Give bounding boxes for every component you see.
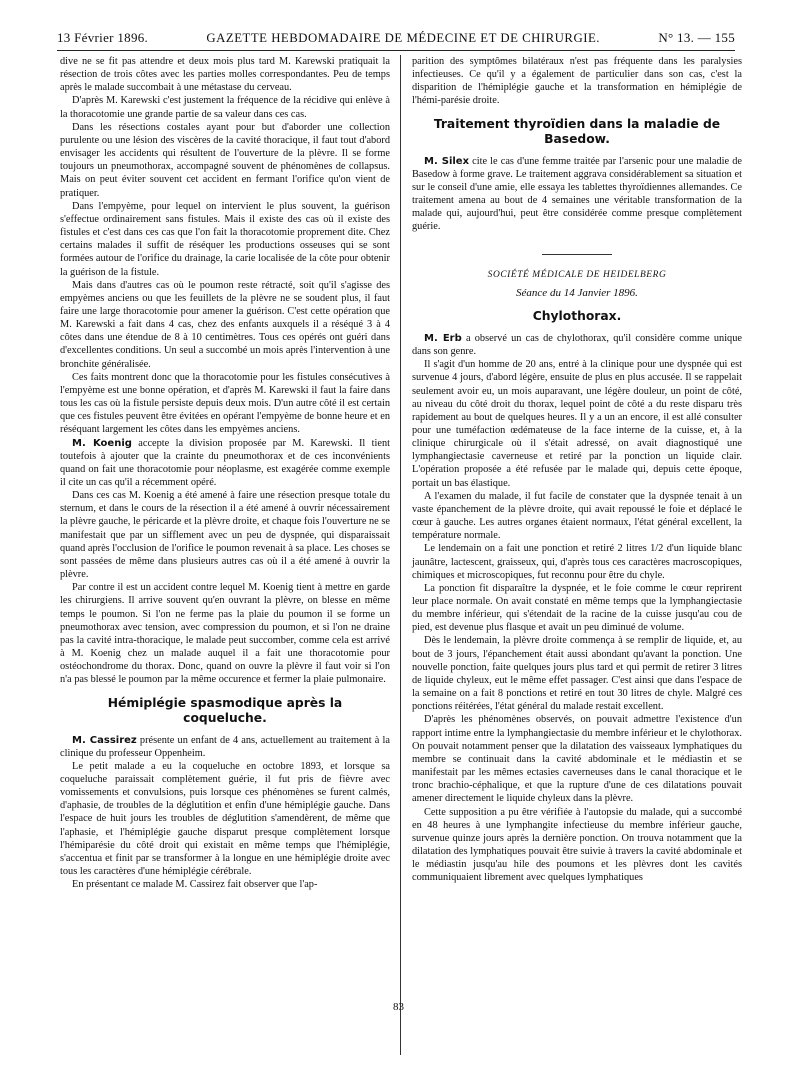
header-rule bbox=[57, 50, 735, 51]
paragraph: Dans l'empyème, pour lequel on intervient le plus souvent, la guérison s'effectue ordinairement sans fistules. Mais il existe des cas où il existe des fistules et c'est dans ces cas que l'on fait la thoracotomie proprement dite. Chez certains malades il suffit de réséquer les productions osseuses qui se sont formées autour de l'orifice du drainage, la carie localisée de la côte pour obtenir la guérison de la fistule. bbox=[60, 200, 390, 278]
section-heading-hemiplegie: Hémiplégie spasmodique après la coqueluche. bbox=[107, 695, 343, 725]
paragraph-text: a observé un cas de chylothorax, qu'il considère comme unique dans son genre. bbox=[412, 332, 742, 358]
paragraph: dive ne se fit pas attendre et deux mois plus tard M. Karewski pratiquait la résection de trois côtes avec les parties molles correspondantes. Peu de temps après le malade succombait à une métastase du cerveau. bbox=[60, 56, 390, 94]
paragraph: La ponction fit disparaître la dyspnée, et le foie comme le cœur reprirent leur place normale. On avait constaté en même temps que la lymphangiectasie du membre inférieur, qui s'étendait de la racine de la cuisse jusqu'au cou de pied, est devenue plus flasque et avait un peu diminué de volume. bbox=[412, 582, 742, 634]
section-separator bbox=[542, 254, 612, 255]
section-heading-thyroid: Traitement thyroïdien dans la maladie de Basedow. bbox=[433, 116, 721, 146]
paragraph: En présentant ce malade M. Cassirez fait observer que l'ap- bbox=[72, 879, 318, 891]
paragraph: Dans les résections costales ayant pour but d'aborder une collection purulente ou une lésion des viscères de la cavité thoracique, il faut tout d'abord envisager les accidents qui résultent de l'ouverture de la plèvre. Il se forme toujours un pneumothorax, accompagné souvent de phénomènes de collapsus. Mais on peut éviter souvent cet accident en fermant l'orifice qu'on vient de pratiquer. bbox=[60, 121, 390, 199]
paragraph: Ces faits montrent donc que la thoracotomie pour les fistules consécutives à l'empyème est une bonne opération, et d'après M. Karewski il faut la faire dans tous les cas où la fistule persiste depuis deux mois. D'un autre côté il est certain que ces fistules peuvent être évitées en opérant l'empyème de bonne heure et en réséquant largement les côtes dans les empyèmes anciens. bbox=[60, 371, 390, 436]
paragraph: Le lendemain on a fait une ponction et retiré 2 litres 1/2 d'un liquide blanc jaunâtre, lactescent, graisseux, qui, d'après tous ces caractères macroscopiques, chimiques et microscopiques, fut reconnu pour être du chyle. bbox=[412, 543, 742, 581]
section-heading-chylothorax: Chylothorax. bbox=[532, 308, 622, 323]
paragraph: Par contre il est un accident contre lequel M. Koenig tient à mettre en garde les chirurgiens. Il arrive souvent qu'en ouvrant la plèvre, on blesse en même temps le poumon. Si l'on ne ferme pas la plaie du poumon il se forme un pneumothorax avec tension, avec compression du poumon, et si l'on ne draine pas la cavité intra-thoracique, le malade peut succomber, comme cela est arrivé à M. Koenig chez un malade auquel il a fait une thoracotomie pour ostéochondrome du thorax. Donc, quand on ouvre la plèvre il faut voir si l'on n'a pas blessé le poumon par la même occurence et fermer la plaie pulmonaire. bbox=[60, 582, 390, 686]
paragraph: Dans ces cas M. Koenig a été amené à faire une résection presque totale du sternum, et dans le cours de la résection il a été amené à ouvrir nécessairement la plèvre gauche, le péricarde et la plèvre droite, et chaque fois l'ouverture ne se manifestait que par un sifflement avec un peu de dyspnée, qui disparaissait quand après l'occlusion de l'orifice le poumon revenait à sa place. Les choses se sont passées de même dans plusieurs autres cas où il a été amené à ouvrir la plèvre. bbox=[60, 490, 391, 581]
author-name: M. Cassirez bbox=[72, 734, 137, 746]
society-name: SOCIÉTÉ MÉDICALE DE HEIDELBERG bbox=[487, 269, 667, 280]
session-date: Séance du 14 Janvier 1896. bbox=[516, 286, 638, 299]
paragraph: Dès le lendemain, la plèvre droite commença à se remplir de liquide, et, au bout de 3 jours, l'épanchement était aussi abondant qu'avant la ponction. Une nouvelle ponction, faite quelques jours plus tard et qui permit de retirer 3 litres de liquide chyleux, eut le même effet passager. C'est ainsi que dans l'espace de la semaine on a fait 8 ponctions et retiré en tout 30 litres de chyle. Malgré ces ponctions réitérées, l'état général du malade restait excellent. bbox=[412, 635, 742, 713]
header-date: 13 Février 1896. bbox=[57, 30, 149, 45]
paragraph bbox=[60, 437, 390, 490]
left-column bbox=[60, 55, 390, 891]
author-name: M. Silex bbox=[424, 155, 470, 167]
paragraph-text: accepte la division proposée par M. Karewski. Il tient toutefois à ajouter que la crainte du pneumothorax et de ces inconvénients quand on fait une thoracotomie pour néoplasme, est exagérée comme exemple il cite un cas qu'il a récemment opéré. bbox=[60, 437, 390, 488]
paragraph-text: cite le cas d'une femme traitée par l'arsenic pour une maladie de Basedow à forme grave. Le traitement aggrava considérablement sa situation et sur le conseil d'une amie, elle essaya les tablettes thyroïdiennes allemandes. Ce traitement amena au bout de 4 semaines une véritable transformation de la malade qui, aujourd'hui, peut être considérée comme presque complètement guérie. bbox=[412, 155, 742, 233]
paragraph bbox=[412, 155, 742, 234]
page-number: 83 bbox=[393, 1001, 404, 1013]
paragraph: Cette supposition a pu être vérifiée à l'autopsie du malade, qui a succombé en 48 heures à une lymphangite infectieuse du membre inférieur gauche, survenue quinze jours après la dernière ponction. On trouva notamment que la dilatation des lymphatiques pouvait être suivie à travers la cavité abdominale et le médiastin jusqu'au hile des poumons et les plèvres dont les cavités communiquaient librement avec quelques lymphatiques bbox=[412, 806, 742, 884]
author-name: M. Erb bbox=[424, 332, 462, 344]
paragraph bbox=[412, 332, 742, 358]
paragraph-text: présente un enfant de 4 ans, actuellement au traitement à la clinique du professeur Oppenheim. bbox=[60, 734, 391, 759]
running-header bbox=[57, 30, 735, 46]
paragraph: Il s'agit d'un homme de 20 ans, entré à la clinique pour une dyspnée qui est survenue 4 jours, d'abord légère, ensuite de plus en plus accusée. Il se rappelait seulement avoir eu, un mois auparavant, une légère douleur, un point de côté, au niveau du côté droit du thorax, lequel point de côté a du reste disparu très rapidement au bout de quelques heures. Il y a un an encore, il est allé consulter pour une tuméfaction œdémateuse de la face interne de la cuisse, et, à la clinique chirurgicale où il s'était adressé, on avait diagnostiqué une lymphangiectasie caverneuse et retiré par la ponction un liquide clair. L'opération proposée a été refusée par le malade qui, depuis cette époque, portait un bas élastique. bbox=[412, 359, 742, 489]
paragraph bbox=[60, 734, 390, 760]
paragraph: Mais dans d'autres cas où le poumon reste rétracté, soit qu'il s'agisse des empyèmes anciens ou que les feuillets de la plèvre ne se soudent plus, il faut faire une large thoracotomie pour amener la guérison. C'est cette opération que M. Karewski a fait dans 4 cas, chez des enfants auxquels il a réséqué 3 à 4 côtes dans une étendue de 8 à 10 centimètres. Tous ces opérés ont guéri dans d'excellentes conditions. Un seul a succombé un mois après l'intervention à une bronchite généralisée. bbox=[60, 279, 390, 370]
paragraph: D'après les phénomènes observés, on pouvait admettre l'existence d'un rapport intime entre la lymphangiectasie du membre inférieur et le chylothorax. On pouvait notamment penser que la dilatation des vaisseaux lymphatiques du membre se continuait dans la cavité abdominale et le médiastin et se manifestait par les mêmes ectasies caverneuses dans le canal thoracique et le tronc brachio-céphalique, et que la rupture d'une de ces dilatations pouvait amener directement le liquide chyleux dans la plèvre. bbox=[412, 714, 742, 805]
column-divider bbox=[400, 55, 401, 1055]
paragraph: parition des symptômes bilatéraux n'est pas fréquente dans les paralysies infectieuses. Ce qu'il y a également de particulier dans son cas, c'est la disparition de l'hémiplégie gauche et la transformation en hémiplégie de l'hémi-parésie droite. bbox=[412, 56, 742, 107]
paragraph: Le petit malade a eu la coqueluche en octobre 1893, et lorsque sa coqueluche paraissait complètement guérie, il fut pris de fièvre avec vomissements et convulsions, puis lorsque ces phénomènes se furent calmés, d'aphasie, de troubles de la déglutition et enfin d'une hémiplégie gauche. Dans l'espace de huit jours les troubles de déglutition s'amendèrent, de même que l'aphasie, et l'hémiplégie gauche disparut presque complètement lorsque l'hémiparésie du côté droit qui existait en même temps que l'hémiplégie, s'accentua et finit par se transformer à la longue en une hémiplégie droite avec tous les caractères d'une hémiplégie cérébrale. bbox=[60, 760, 390, 878]
issue-number: N° 13. — 155 bbox=[658, 30, 735, 45]
right-column bbox=[412, 55, 742, 884]
author-name: M. Koenig bbox=[72, 437, 132, 449]
paragraph: D'après M. Karewski c'est justement la fréquence de la récidive qui enlève à la thoracotomie une grande partie de sa valeur dans ces cas. bbox=[60, 95, 390, 120]
journal-title: GAZETTE HEBDOMADAIRE DE MÉDECINE ET DE CHIRURGIE. bbox=[206, 31, 600, 45]
paragraph: A l'examen du malade, il fut facile de constater que la dyspnée tenait à un vaste épanchement de la plèvre droite, qui avait repoussé le foie et déplacé le cœur à gauche. Les autres organes étaient normaux, l'état général excellent, la température normale. bbox=[412, 490, 742, 542]
